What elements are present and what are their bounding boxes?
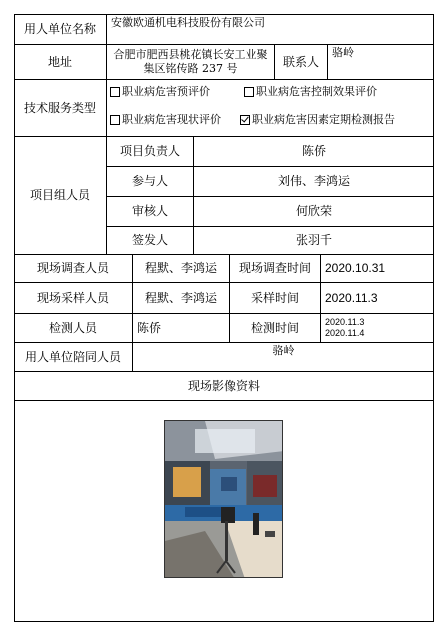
survey-time-label: 现场调查时间 [238, 261, 311, 275]
contact-label: 联系人 [282, 54, 319, 69]
survey-time: 2020.10.31 [325, 261, 386, 275]
row-divider [14, 400, 434, 401]
site-photo [164, 420, 283, 578]
site-photo-illustration [165, 421, 283, 578]
address-value [107, 45, 274, 79]
testing-time-end: 2020.11.4 [325, 327, 365, 338]
user-unit-value: 安徽欧通机电科技股份有限公司 [111, 16, 265, 29]
address-line1: 合肥市肥西县桃花镇长安工业聚 [113, 48, 268, 61]
team-role: 参与人 [131, 174, 168, 188]
testing-people: 陈侨 [137, 320, 162, 335]
project-team-label: 项目组人员 [29, 188, 90, 202]
service-option-4 [240, 110, 432, 130]
sampling-people: 程默、李鸿运 [144, 290, 217, 305]
testing-label: 检测人员 [48, 320, 97, 335]
checkbox-icon [110, 115, 120, 125]
sampling-time: 2020.11.3 [325, 290, 378, 305]
tech-service-label: 技术服务类型 [23, 100, 96, 115]
address-line2: 集区铭传路 237 号 [143, 62, 238, 75]
photo-section-title: 现场影像资料 [187, 378, 260, 393]
sampling-label: 现场采样人员 [36, 290, 109, 305]
user-unit-label: 用人单位名称 [23, 22, 96, 36]
team-member: 陈侨 [301, 144, 326, 158]
accompany-label: 用人单位陪同人员 [24, 349, 121, 364]
service-option-2 [240, 82, 434, 102]
service-option-label: 职业病危害现状评价 [122, 113, 221, 126]
sampling-time-label: 采样时间 [250, 290, 299, 305]
service-option-label: 职业病危害控制效果评价 [256, 85, 377, 98]
survey-label: 现场调查人员 [36, 261, 109, 275]
checked-checkbox-icon [240, 115, 250, 125]
contact-value: 骆岭 [332, 46, 354, 59]
survey-people: 程默、李鸿运 [144, 261, 217, 275]
service-option-3 [106, 110, 246, 130]
testing-time [321, 313, 430, 342]
testing-time-label: 检测时间 [250, 320, 299, 335]
team-member: 张羽千 [295, 233, 332, 247]
team-role: 签发人 [131, 233, 168, 247]
service-option-label: 职业病危害因素定期检测报告 [252, 113, 395, 126]
service-option-label: 职业病危害预评价 [122, 85, 210, 98]
testing-time-start: 2020.11.3 [325, 316, 365, 327]
team-role: 审核人 [131, 204, 168, 218]
service-option-1 [106, 82, 246, 102]
team-role: 项目负责人 [119, 144, 180, 158]
checkbox-icon [244, 87, 254, 97]
checkbox-icon [110, 87, 120, 97]
team-member: 刘伟、李鸿运 [277, 174, 350, 188]
team-member: 何欣荣 [295, 204, 332, 218]
address-label: 地址 [47, 54, 72, 69]
accompany-value: 骆岭 [272, 344, 295, 357]
